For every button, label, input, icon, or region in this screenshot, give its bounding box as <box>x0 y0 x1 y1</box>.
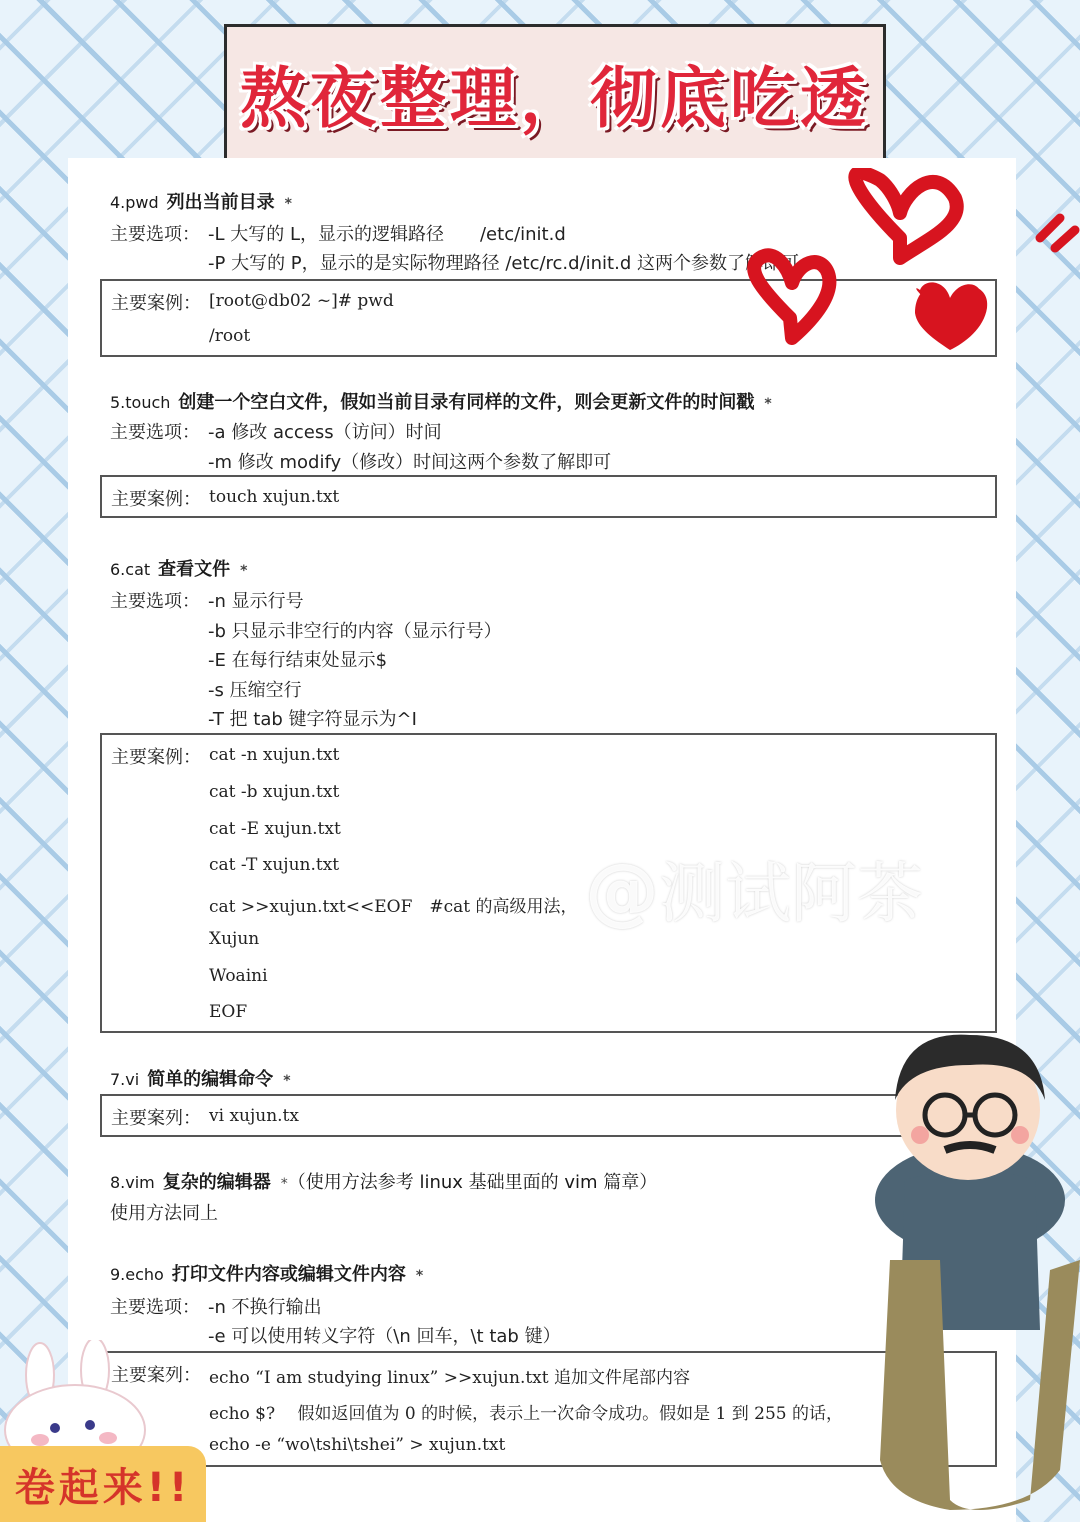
touch-option-a: -a 修改 access（访问）时间 <box>208 422 442 443</box>
cat-option: -b 只显示非空行的内容（显示行号） <box>208 621 502 642</box>
cat-example-line: cat -n xujun.txt <box>209 745 340 765</box>
heart-outline-icon <box>855 173 956 258</box>
cat-option: -E 在每行结束处显示$ <box>208 650 388 671</box>
vi-example-label: 主要案列： <box>111 1108 201 1129</box>
touch-example-label: 主要案例： <box>111 489 201 510</box>
slogan-badge: 卷起来!! <box>0 1446 206 1522</box>
echo-example-line: echo $? 假如返回值为 0 的时候，表示上一次命令成功。假如是 1 到 255 的话， <box>209 1404 844 1424</box>
pwd-option-L: -L 大写的 L，显示的逻辑路径 /etc/init.d <box>208 224 566 245</box>
cat-example-line: Woaini <box>209 966 268 986</box>
bunny-illustration <box>0 1340 150 1460</box>
pwd-option-P: -P 大写的 P，显示的是实际物理路径 /etc/rc.d/init.d 这两个参数了解即可 <box>208 253 799 274</box>
cat-options-label: 主要选项： <box>110 591 200 612</box>
echo-options-label: 主要选项： <box>110 1297 200 1318</box>
echo-option-n: -n 不换行输出 <box>208 1297 322 1318</box>
pwd-example-label: 主要案例： <box>111 293 201 314</box>
touch-options-label: 主要选项： <box>110 422 200 443</box>
cat-option: -n 显示行号 <box>208 591 304 612</box>
cat-example-line: cat -b xujun.txt <box>209 782 340 802</box>
touch-example-line: touch xujun.txt <box>209 487 340 507</box>
section-vi-title: 7.vi 简单的编辑命令 * <box>110 1069 291 1090</box>
echo-example-line: echo “I am studying linux” >>xujun.txt 追加文件尾部内容 <box>209 1368 691 1388</box>
touch-option-m: -m 修改 modify（修改）时间这两个参数了解即可 <box>208 452 612 473</box>
section-pwd-title: 4.pwd 列出当前目录 * <box>110 192 292 213</box>
section-vim-title: 8.vim 复杂的编辑器 *（使用方法参考 linux 基础里面的 vim 篇章） <box>110 1172 658 1193</box>
pwd-example-line: [root@db02 ~]# pwd <box>209 291 394 311</box>
cat-example-line: cat >>xujun.txt<<EOF #cat 的高级用法， <box>209 897 578 917</box>
title-banner <box>224 24 886 158</box>
watermark: @测试阿茶 <box>585 848 923 934</box>
cat-option: -T 把 tab 键字符显示为^I <box>208 709 417 730</box>
cat-example-line: cat -E xujun.txt <box>209 819 341 839</box>
hearts-decoration <box>740 168 1080 368</box>
section-cat-title: 6.cat 查看文件 * <box>110 559 248 580</box>
touch-example-box <box>100 475 997 518</box>
section-touch-title: 5.touch 创建一个空白文件，假如当前目录有同样的文件，则会更新文件的时间戳 * <box>110 392 772 413</box>
cat-example-line: Xujun <box>209 929 260 949</box>
cat-example-line: EOF <box>209 1002 248 1022</box>
echo-option-e: -e 可以使用转义字符（\n 回车，\t tab 键） <box>208 1326 561 1347</box>
page-title: 熬夜整理，彻底吃透 <box>240 60 870 137</box>
echo-example-line: echo -e “wo\tshi\tshei” > xujun.txt <box>209 1435 506 1455</box>
heart-outline-icon <box>754 255 829 338</box>
vim-usage-text: 使用方法同上 <box>110 1203 218 1224</box>
cartoon-man-illustration <box>850 1030 1080 1522</box>
section-echo-title: 9.echo 打印文件内容或编辑文件内容 * <box>110 1264 424 1285</box>
pwd-example-line: /root <box>209 326 251 346</box>
cat-example-line: cat -T xujun.txt <box>209 855 340 875</box>
echo-example-label: 主要案列： <box>111 1365 201 1386</box>
dash-mark-icon <box>1040 218 1075 248</box>
vi-example-line: vi xujun.tx <box>209 1106 299 1126</box>
cat-option: -s 压缩空行 <box>208 680 302 701</box>
cat-example-label: 主要案例： <box>111 747 201 768</box>
pwd-options-label: 主要选项： <box>110 224 200 245</box>
